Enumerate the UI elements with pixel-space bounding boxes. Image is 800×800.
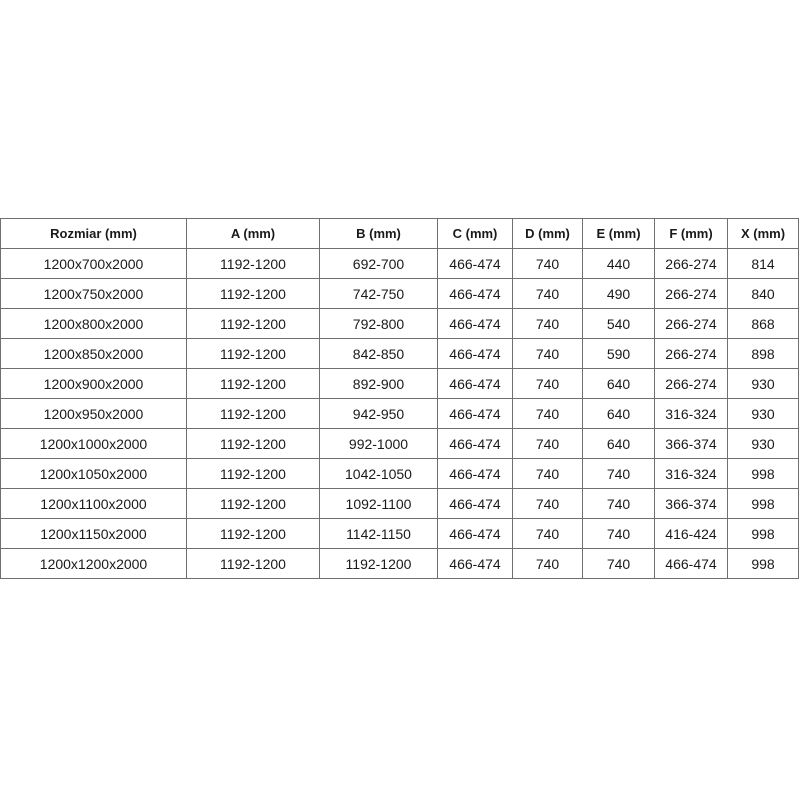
table-cell: 942-950 [320,399,438,429]
table-cell: 814 [728,249,799,279]
table-cell: 1200x750x2000 [1,279,187,309]
table-cell: 842-850 [320,339,438,369]
table-cell: 740 [513,369,583,399]
table-cell: 1200x1200x2000 [1,549,187,579]
table-cell: 930 [728,369,799,399]
table-row [1,309,799,339]
column-header-b: B (mm) [320,219,438,249]
table-body [1,249,799,579]
column-header-x: X (mm) [728,219,799,249]
table-cell: 466-474 [655,549,728,579]
table-cell: 1200x700x2000 [1,249,187,279]
table-cell: 1192-1200 [187,549,320,579]
table-cell: 1192-1200 [187,339,320,369]
table-cell: 466-474 [438,399,513,429]
table-row [1,369,799,399]
table-cell: 740 [513,429,583,459]
table-cell: 1200x850x2000 [1,339,187,369]
table-cell: 466-474 [438,279,513,309]
table-cell: 466-474 [438,369,513,399]
table-cell: 740 [513,399,583,429]
table-cell: 1200x1100x2000 [1,489,187,519]
table-cell: 868 [728,309,799,339]
table-cell: 466-474 [438,549,513,579]
table-row [1,249,799,279]
table-cell: 740 [513,249,583,279]
table-row [1,459,799,489]
table-cell: 640 [583,399,655,429]
table-cell: 1192-1200 [187,459,320,489]
table-cell: 740 [513,459,583,489]
table-cell: 692-700 [320,249,438,279]
table-cell: 1200x1000x2000 [1,429,187,459]
table-row [1,279,799,309]
table-cell: 892-900 [320,369,438,399]
table-cell: 998 [728,519,799,549]
table-cell: 1200x800x2000 [1,309,187,339]
table-cell: 1192-1200 [187,309,320,339]
table-cell: 366-374 [655,489,728,519]
table-cell: 1192-1200 [187,249,320,279]
table-cell: 316-324 [655,399,728,429]
table-row [1,549,799,579]
table-cell: 1200x1050x2000 [1,459,187,489]
table-cell: 640 [583,369,655,399]
table-cell: 740 [583,459,655,489]
table-cell: 1200x1150x2000 [1,519,187,549]
column-header-f: F (mm) [655,219,728,249]
table-cell: 590 [583,339,655,369]
table-cell: 898 [728,339,799,369]
table-cell: 742-750 [320,279,438,309]
table-cell: 930 [728,399,799,429]
table-cell: 266-274 [655,279,728,309]
table-cell: 1200x950x2000 [1,399,187,429]
table-cell: 1200x900x2000 [1,369,187,399]
table-cell: 416-424 [655,519,728,549]
table-cell: 466-474 [438,519,513,549]
table-cell: 640 [583,429,655,459]
table-cell: 366-374 [655,429,728,459]
column-header-d: D (mm) [513,219,583,249]
table-cell: 466-474 [438,339,513,369]
table-cell: 740 [513,519,583,549]
table-cell: 740 [513,549,583,579]
table-cell: 266-274 [655,309,728,339]
table-cell: 1192-1200 [187,369,320,399]
table-row [1,519,799,549]
column-header-e: E (mm) [583,219,655,249]
table-cell: 540 [583,309,655,339]
table-cell: 792-800 [320,309,438,339]
spec-table [0,218,799,579]
table-cell: 998 [728,459,799,489]
table-cell: 466-474 [438,309,513,339]
column-header-a: A (mm) [187,219,320,249]
table-cell: 466-474 [438,489,513,519]
table-cell: 740 [583,549,655,579]
table-row [1,399,799,429]
table-cell: 740 [513,279,583,309]
table-cell: 740 [513,489,583,519]
table-cell: 466-474 [438,249,513,279]
table-cell: 1042-1050 [320,459,438,489]
table-cell: 1192-1200 [187,489,320,519]
table-cell: 266-274 [655,249,728,279]
table-header-row [1,219,799,249]
column-header-c: C (mm) [438,219,513,249]
table-cell: 1192-1200 [320,549,438,579]
table-cell: 440 [583,249,655,279]
table-cell: 466-474 [438,429,513,459]
table-cell: 490 [583,279,655,309]
table-row [1,339,799,369]
table-cell: 740 [583,489,655,519]
table-cell: 266-274 [655,339,728,369]
table-cell: 740 [513,339,583,369]
table-cell: 1192-1200 [187,519,320,549]
table-cell: 998 [728,489,799,519]
table-cell: 1192-1200 [187,429,320,459]
table-cell: 266-274 [655,369,728,399]
table-cell: 740 [513,309,583,339]
table-row [1,429,799,459]
table-row [1,489,799,519]
table-cell: 1142-1150 [320,519,438,549]
table-cell: 930 [728,429,799,459]
table-cell: 998 [728,549,799,579]
table-cell: 316-324 [655,459,728,489]
table-cell: 740 [583,519,655,549]
column-header-rozmiar: Rozmiar (mm) [1,219,187,249]
table-cell: 840 [728,279,799,309]
table-cell: 1192-1200 [187,399,320,429]
table-cell: 992-1000 [320,429,438,459]
table-cell: 1092-1100 [320,489,438,519]
table-cell: 1192-1200 [187,279,320,309]
table-cell: 466-474 [438,459,513,489]
